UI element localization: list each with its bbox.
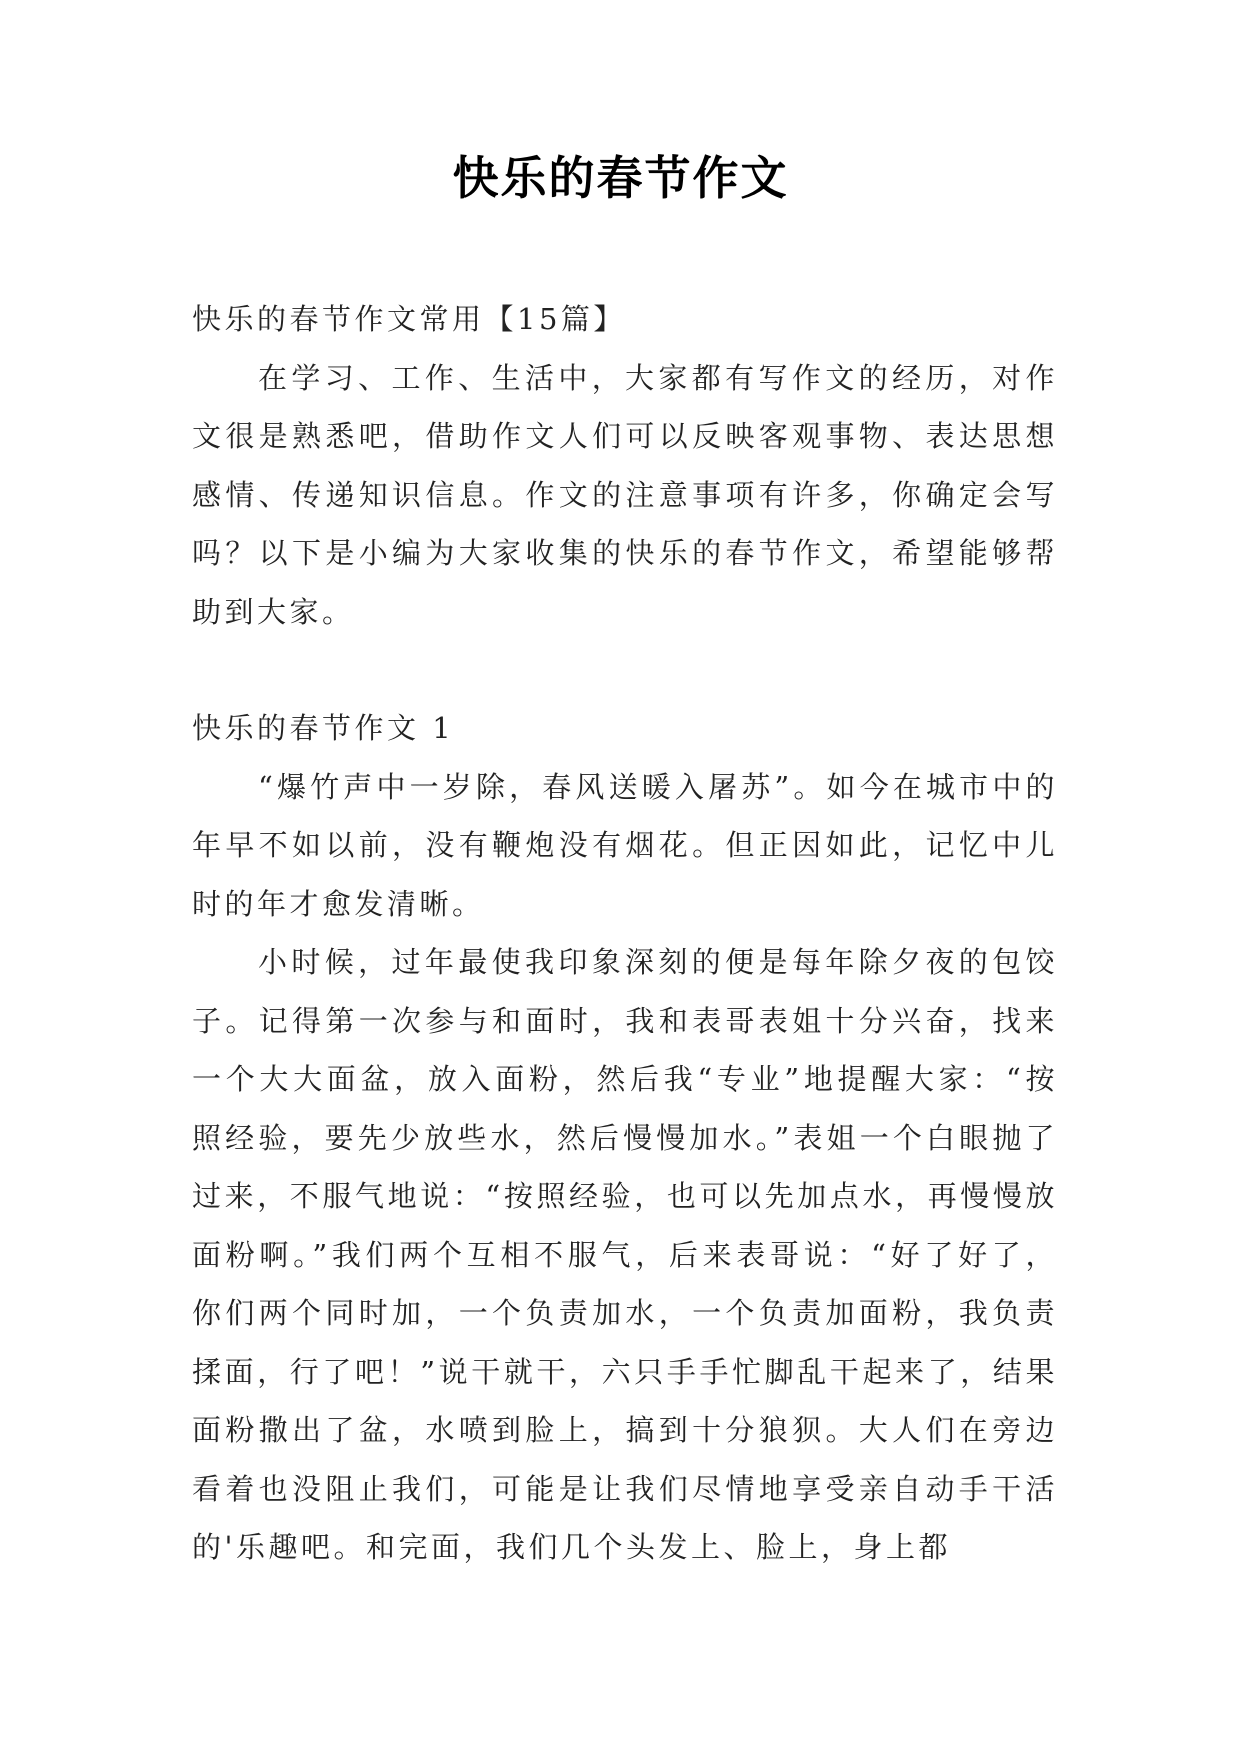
document-body [192,290,1058,1577]
page-title: 快乐的春节作文 [452,151,789,205]
body-paragraph: 小时候，过年最使我印象深刻的便是每年除夕夜的包饺子。记得第一次参与和面时，我和表哥表姐十分兴奋，找来一个大大面盆，放入面粉，然后我“专业”地提醒大家：“按照经验，要先少放些水，然后慢慢加水。”表姐一个白眼抛了过来，不服气地说：“按照经验，也可以先加点水，再慢慢放面粉啊。”我们两个互相不服气，后来表哥说：“好了好了，你们两个同时加，一个负责加水，一个负责加面粉，我负责揉面，行了吧！”说干就干，六只手手忙脚乱干起来了，结果面粉撒出了盆，水喷到脸上，搞到十分狼狈。大人们在旁边看着也没阻止我们，可能是让我们尽情地享受亲自动手干活的'乐趣吧。和完面，我们几个头发上、脸上，身上都 [192,945,1058,1564]
intro-paragraph: 在学习、工作、生活中，大家都有写作文的经历，对作文很是熟悉吧，借助作文人们可以反映客观事物、表达思想感情、传递知识信息。作文的注意事项有许多，你确定会写吗？以下是小编为大家收集的快乐的春节作文，希望能够帮助到大家。 [192,360,1058,629]
document-subtitle: 快乐的春节作文常用【15篇】 [192,302,626,336]
body-paragraph: “爆竹声中一岁除，春风送暖入屠苏”。如今在城市中的年早不如以前，没有鞭炮没有烟花。但正因如此，记忆中儿时的年才愈发清晰。 [192,769,1058,921]
section-heading: 快乐的春节作文 1 [192,711,455,745]
spacer [192,641,1058,699]
